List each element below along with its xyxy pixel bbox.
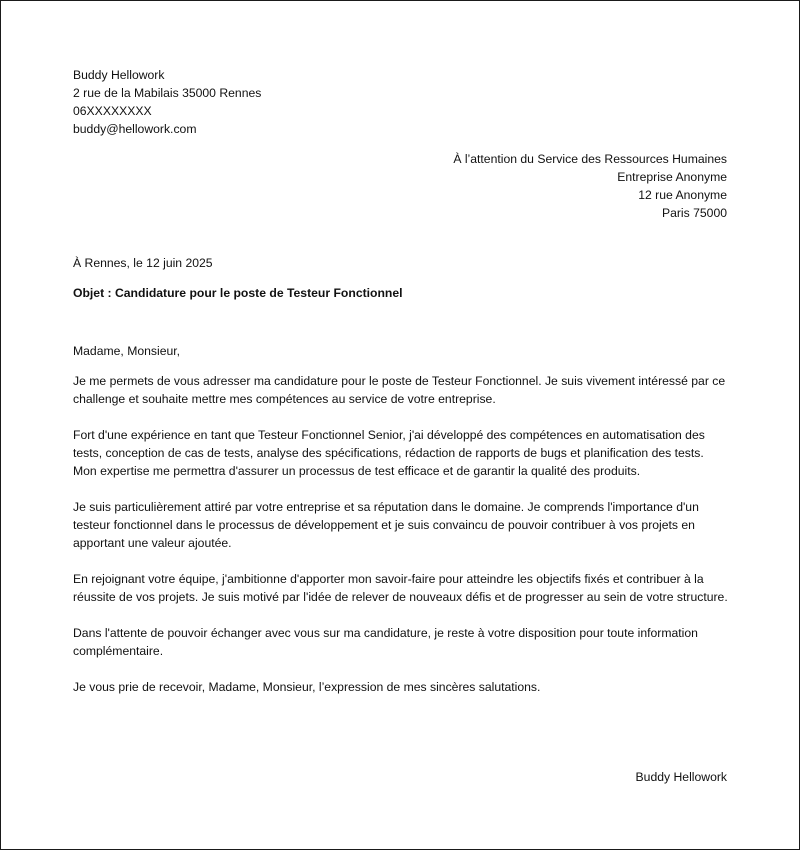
sender-block (73, 66, 261, 138)
body-paragraph: En rejoignant votre équipe, j'ambitionne d'apporter mon savoir-faire pour atteindre les objectifs fixés et contribuer à la réussite de vos projets. Je suis motivé par l'idée de relever de nouveaux défis et de progresser au sein de votre structure. (73, 572, 728, 604)
recipient-city: Paris 75000 (661, 206, 727, 220)
body-paragraph: Fort d'une expérience en tant que Testeur Fonctionnel Senior, j'ai développé des compétences en automatisation des tests, conception de cas de tests, analyse des spécifications, rédaction de rapports de bugs et planification des tests. Mon expertise me permettra d'assurer un processus de test efficace et de garantir la qualité des produits. (73, 428, 705, 478)
letter-body (73, 372, 729, 714)
letter-salutation: Madame, Monsieur, (73, 344, 181, 358)
sender-name: Buddy Hellowork (73, 68, 165, 82)
sender-email: buddy@hellowork.com (73, 122, 197, 136)
recipient-street: 12 rue Anonyme (638, 188, 727, 202)
recipient-attention: À l’attention du Service des Ressources Humaines (453, 152, 727, 166)
sender-address: 2 rue de la Mabilais 35000 Rennes (73, 86, 262, 100)
recipient-company: Entreprise Anonyme (617, 170, 727, 184)
body-paragraph: Je me permets de vous adresser ma candidature pour le poste de Testeur Fonctionnel. Je suis vivement intéressé par ce challenge et souhaite mettre mes compétences au service de votre entreprise. (73, 374, 726, 406)
letter-date: À Rennes, le 12 juin 2025 (73, 256, 213, 270)
letter-subject: Objet : Candidature pour le poste de Testeur Fonctionnel (73, 286, 403, 300)
closing-paragraph: Je vous prie de recevoir, Madame, Monsieur, l’expression de mes sincères salutations. (73, 680, 541, 694)
body-paragraph: Je suis particulièrement attiré par votre entreprise et sa réputation dans le domaine. Je comprends l'importance d'un testeur fonctionnel dans le processus de développement et je suis convaincu de pouvoir contribuer à vos projets en apportant une valeur ajoutée. (73, 500, 699, 550)
letter-signature: Buddy Hellowork (635, 770, 727, 784)
recipient-block (453, 150, 727, 222)
body-paragraph: Dans l'attente de pouvoir échanger avec vous sur ma candidature, je reste à votre disposition pour toute information complémentaire. (73, 626, 698, 658)
sender-phone: 06XXXXXXXX (73, 104, 152, 118)
